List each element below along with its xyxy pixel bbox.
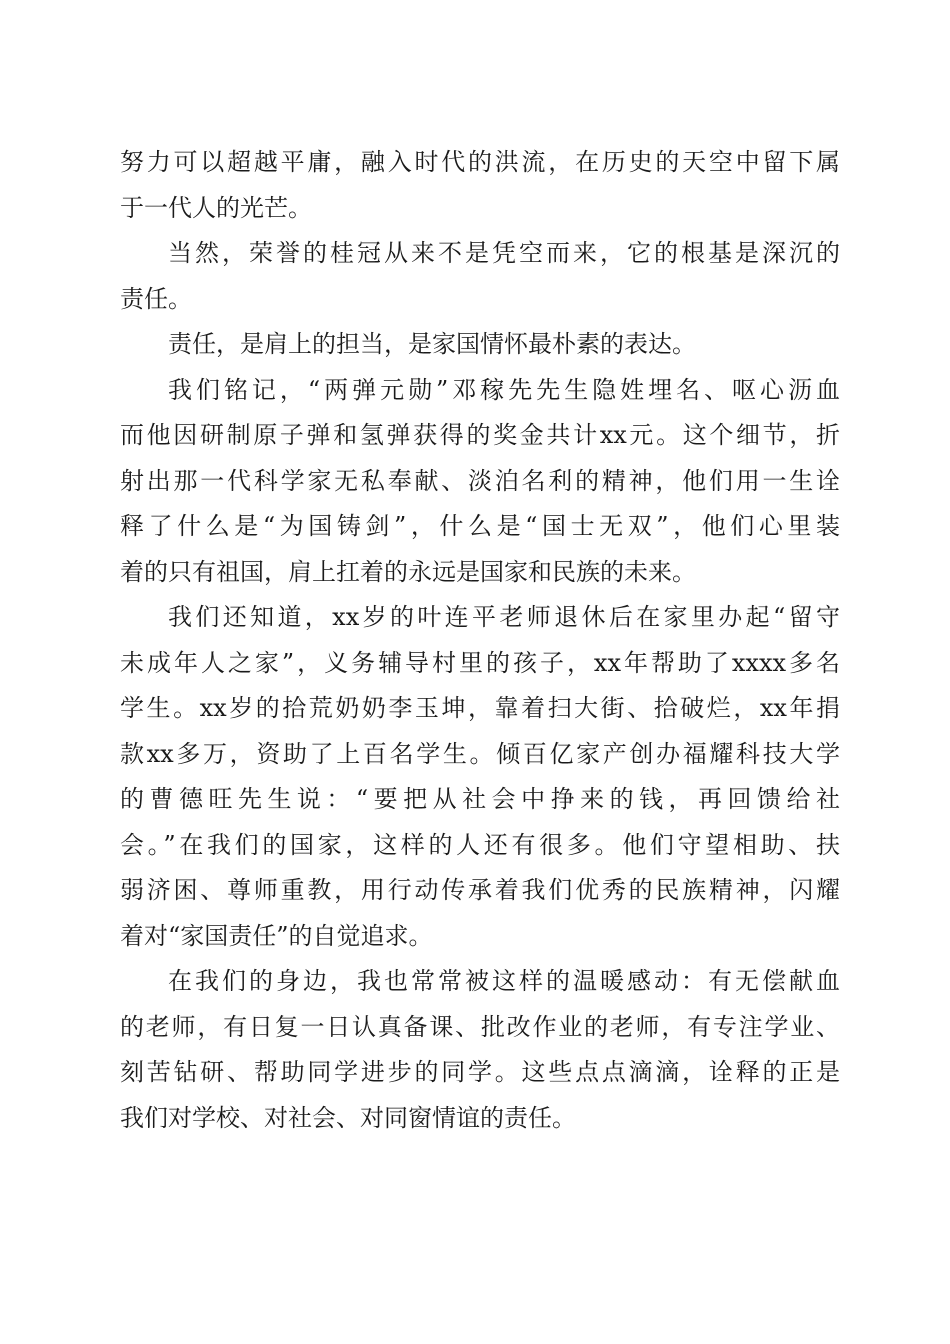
- text-line: 学生。xx岁的拾荒奶奶李玉坤，靠着扫大街、拾破烂，xx年捐: [120, 694, 840, 722]
- text-line: 当然，荣誉的桂冠从来不是凭空而来，它的根基是深沉的: [168, 239, 840, 267]
- text-line: 我们铭记，“两弹元勋”邓稼先先生隐姓埋名、呕心沥血: [168, 375, 840, 404]
- text-line: 着的只有祖国，肩上扛着的永远是国家和民族的未来。: [120, 557, 696, 586]
- text-line: 款xx多万，资助了上百名学生。倾百亿家产创办福耀科技大学: [120, 739, 840, 768]
- text-line: 我们还知道，xx岁的叶连平老师退休后在家里办起“留守: [168, 603, 840, 631]
- text-line: 刻苦钻研、帮助同学进步的同学。这些点点滴滴，诠释的正是: [120, 1058, 840, 1086]
- text-line: 未成年人之家”，义务辅导村里的孩子，xx年帮助了xxxx多名: [120, 648, 840, 677]
- text-line: 于一代人的光芒。: [120, 193, 312, 222]
- text-line: 而他因研制原子弹和氢弹获得的奖金共计xx元。这个细节，折: [120, 421, 840, 449]
- text-line: 射出那一代科学家无私奉献、淡泊名利的精神，他们用一生诠: [120, 466, 840, 495]
- text-line: 弱济困、尊师重教，用行动传承着我们优秀的民族精神，闪耀: [120, 876, 840, 904]
- text-line: 责任。: [120, 284, 192, 313]
- text-line: 在我们的身边，我也常常被这样的温暖感动：有无偿献血: [168, 967, 840, 995]
- text-line: 的老师，有日复一日认真备课、批改作业的老师，有专注学业、: [120, 1012, 840, 1041]
- text-line: 责任，是肩上的担当，是家国情怀最朴素的表达。: [168, 330, 696, 358]
- text-line: 会。”在我们的国家，这样的人还有很多。他们守望相助、扶: [120, 830, 840, 859]
- text-line: 的曹德旺先生说：“要把从社会中挣来的钱，再回馈给社: [120, 785, 840, 813]
- text-line: 着对“家国责任”的自觉追求。: [120, 921, 433, 950]
- text-line: 我们对学校、对社会、对同窗情谊的责任。: [120, 1103, 576, 1132]
- text-line: 释了什么是“为国铸剑”，什么是“国士无双”，他们心里装: [120, 512, 840, 540]
- body-text: [120, 140, 840, 1141]
- text-line: 努力可以超越平庸，融入时代的洪流，在历史的天空中留下属: [120, 148, 840, 176]
